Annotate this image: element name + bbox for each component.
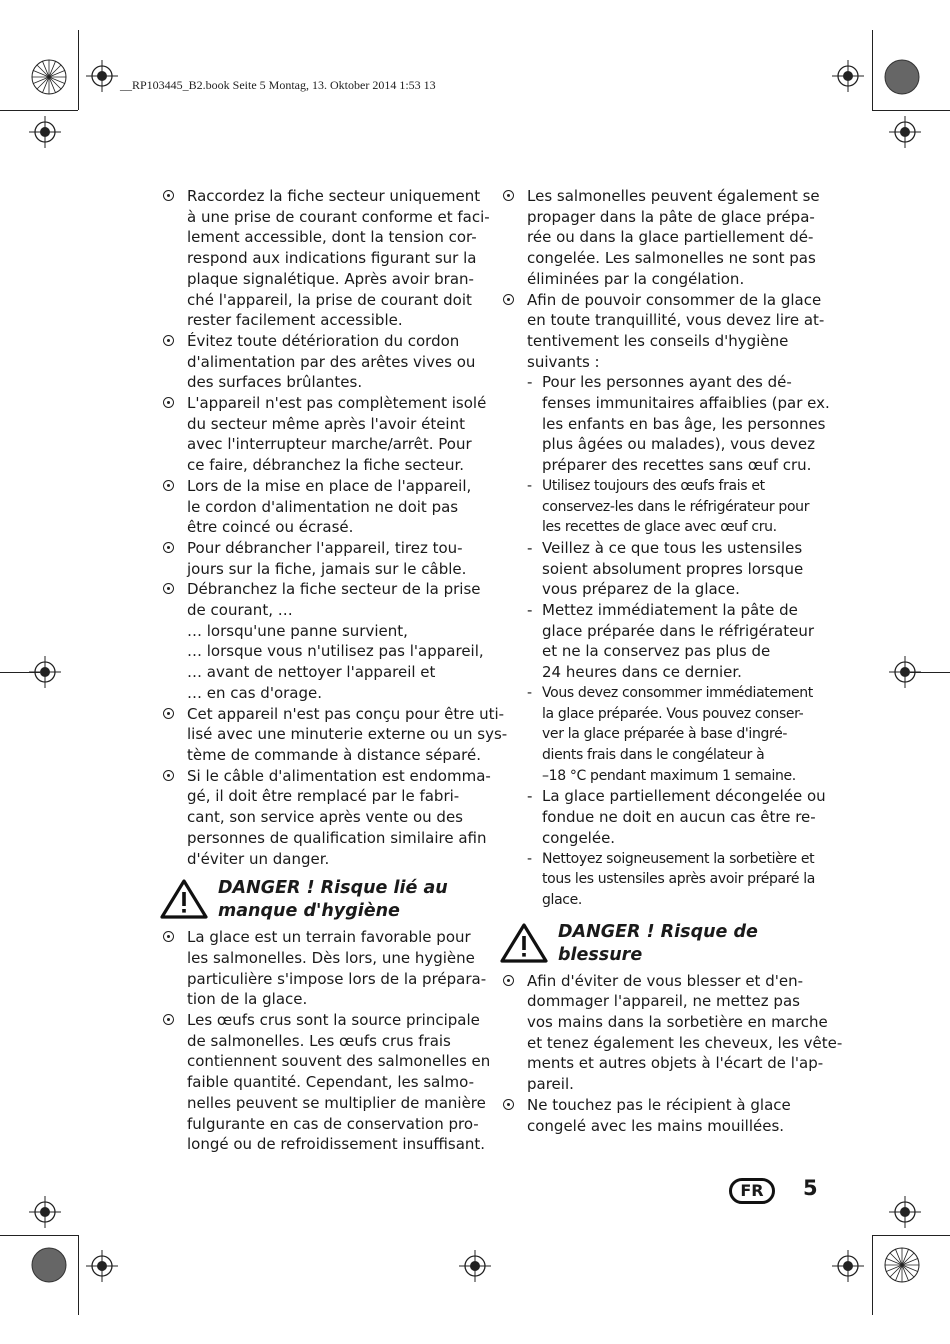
hygiene-advice-sublist [500,372,830,910]
text-line: Afin d'éviter de vous blesser et d'en- [527,971,803,990]
text-line: cant, son service après vente ou des [187,808,463,827]
text-line: personnes de qualification similaire afin [187,828,487,847]
text-line: avec l'interrupteur marche/arrêt. Pour [187,435,472,454]
text-line: tion de la glace. [187,990,308,1009]
text-line: les salmonelles. Dès lors, une hygiène [187,948,475,967]
text-line: Afin de pouvoir consommer de la glace [527,290,822,309]
bullet-item [160,538,480,579]
language-badge: FR [729,1178,775,1204]
dash-marker: - [527,538,533,557]
text-line: ments et autres objets à l'écart de l'ap- [527,1054,824,1073]
starburst-target-icon [30,58,68,96]
registration-mark-icon [889,116,921,148]
bullet-item [160,766,491,870]
text-line: Utilisez toujours des œufs frais et [542,477,765,494]
sub-item [500,786,826,848]
warning-triangle-icon [500,923,548,963]
text-line: jours sur la fiche, jamais sur le câble. [187,559,467,578]
text-line: du secteur même après l'avoir éteint [187,414,465,433]
registration-mark-icon [29,656,61,688]
registration-mark-icon [86,1250,118,1282]
text-line: tentivement les conseils d'hygiène [527,331,789,350]
circle-bullet-icon [503,294,514,305]
registration-mark-icon [889,1196,921,1228]
hygiene-list [160,927,491,1155]
starburst-target-icon [883,1246,921,1284]
text-line: congelé avec les mains mouillées. [527,1116,785,1135]
text-line: lisé avec une minuterie externe ou un sys- [187,725,508,744]
registration-mark-icon [889,656,921,688]
text-line: suivants : [527,352,600,371]
crop-mark [78,1235,79,1315]
text-line: Ne touchez pas le récipient à glace [527,1095,791,1114]
text-line: dients frais dans le congélateur à [542,746,765,763]
text-line: Vous devez consommer immédiatement [542,684,813,701]
danger-title-line: manque d'hygiène [218,901,400,922]
bullet-item [160,579,484,703]
registration-mark-icon [832,1250,864,1282]
bullet-item [160,331,480,393]
registration-mark-icon [29,1196,61,1228]
circle-bullet-icon [503,975,514,986]
text-line: longé ou de refroidissement insuffisant. [187,1135,486,1154]
circle-bullet-icon [163,1014,174,1025]
text-line: les recettes de glace avec œuf cru. [542,519,777,536]
text-line: la glace préparée. Vous pouvez conser- [542,705,804,722]
sub-item [500,372,830,476]
danger-title-line: DANGER ! Risque de [558,921,758,942]
crop-mark [0,110,78,111]
text-line: dommager l'appareil, ne mettez pas [527,992,800,1011]
text-line: soient absolument propres lorsque [542,559,804,578]
text-line: en toute tranquillité, vous devez lire at- [527,311,825,330]
sub-item [500,476,820,538]
text-line: … avant de nettoyer l'appareil et [187,663,436,682]
text-line: ché l'appareil, la prise de courant doit [187,290,472,309]
text-line: particulière s'impose lors de la prépara- [187,969,487,988]
text-line: Veillez à ce que tous les ustensiles [542,538,803,557]
text-line: Raccordez la fiche secteur uniquement [187,187,481,205]
hygiene-info-list [500,186,825,372]
text-line: glace. [542,891,583,908]
dash-marker: - [527,850,532,867]
text-line: La glace est un terrain favorable pour [187,928,471,947]
danger-title-line: DANGER ! Risque lié au [218,878,448,899]
text-line: Nettoyez soigneusement la sorbetière et [542,850,815,867]
text-line: congelée. [542,828,616,847]
text-line: rester facilement accessible. [187,311,403,330]
sub-item [500,538,820,600]
bullet-item [160,1010,491,1155]
bullet-item [160,393,487,476]
text-line: de salmonelles. Les œufs crus frais [187,1031,451,1050]
text-line: 24 heures dans ce dernier. [542,663,742,682]
circle-bullet-icon [503,1099,514,1110]
injury-danger-heading [500,921,820,969]
text-line: d'alimentation par des arêtes vives ou [187,352,476,371]
text-line: Pour les personnes ayant des dé- [542,373,792,392]
text-line: Mettez immédiatement la pâte de [542,601,798,620]
text-line: Débranchez la fiche secteur de la prise [187,580,481,599]
dash-marker: - [527,477,532,494]
text-line: lement accessible, dont la tension cor- [187,228,477,247]
circle-bullet-icon [503,190,514,201]
circle-bullet-icon [163,397,174,408]
text-line: nelles peuvent se multiplier de manière [187,1093,486,1112]
text-line: La glace partiellement décongelée ou [542,787,826,806]
bullet-item [500,971,843,1095]
registration-mark-icon [832,60,864,92]
circle-bullet-icon [163,770,174,781]
text-line: Pour débrancher l'appareil, tirez tou- [187,538,463,557]
bullet-item [160,476,480,538]
registration-mark-icon [86,60,118,92]
dash-marker: - [527,373,533,392]
text-line: plus âgées ou malades), vous devez [542,435,815,454]
text-line: le cordon d'alimentation ne doit pas [187,497,459,516]
crop-mark [872,110,950,111]
text-line: à une prise de courant conforme et faci- [187,207,490,226]
text-line: d'éviter un danger. [187,849,330,868]
text-line: gé, il doit être remplacé par le fabri- [187,787,460,806]
text-line: tème de commande à distance séparé. [187,745,481,764]
circle-bullet-icon [163,190,174,201]
circle-bullet-icon [163,583,174,594]
text-line: être coincé ou écrasé. [187,518,354,537]
text-line: vos mains dans la sorbetière en marche [527,1013,828,1032]
text-line: rée ou dans la glace partiellement dé- [527,228,814,247]
text-line: faible quantité. Cependant, les salmo- [187,1073,474,1092]
text-line: et tenez également les cheveux, les vête- [527,1033,843,1052]
bullet-item [160,186,490,331]
text-line: Évitez toute détérioration du cordon [187,331,460,350]
injury-list [500,971,843,1137]
text-line: propager dans la pâte de glace prépa- [527,207,815,226]
print-info-header: __RP103445_B2.book Seite 5 Montag, 13. Oktober 2014 1:53 13 [120,78,436,92]
text-line: –18 °C pendant maximum 1 semaine. [542,767,796,784]
text-line: vous préparez de la glace. [542,580,740,599]
sub-item [500,683,820,787]
bullet-item [160,704,508,766]
crop-mark [0,1235,78,1236]
circle-bullet-icon [163,931,174,942]
crop-mark [78,30,79,110]
text-line: congelée. Les salmonelles ne sont pas [527,249,816,268]
registration-mark-icon [459,1250,491,1282]
bullet-item [160,927,487,1010]
page-number: 5 [803,1176,818,1200]
text-line: fenses immunitaires affaiblies (par ex. [542,394,830,413]
text-line: tous les ustensiles après avoir préparé la [542,871,815,888]
text-line: conservez-les dans le réfrigérateur pour [542,498,810,515]
bullet-item [500,186,820,290]
dash-marker: - [527,601,533,620]
sub-item [500,600,820,683]
text-line: glace préparée dans le réfrigérateur [542,621,815,640]
bullet-item [500,1095,820,1136]
bullet-item [500,290,825,373]
text-line: respond aux indications figurant sur la [187,249,477,268]
circle-bullet-icon [163,335,174,346]
text-line: les enfants en bas âge, les personnes [542,414,826,433]
left-column [160,186,508,1155]
circle-bullet-icon [163,708,174,719]
crop-mark [872,1235,873,1315]
warning-triangle-icon [160,879,208,919]
text-line: des surfaces brûlantes. [187,373,363,392]
text-line: de courant, … [187,601,293,620]
text-line: plaque signalétique. Après avoir bran- [187,269,474,288]
text-line: et ne la conservez pas plus de [542,642,771,661]
gray-target-icon [30,1246,68,1284]
safety-instructions-list [160,186,508,869]
gray-target-icon [883,58,921,96]
crop-mark [872,1235,950,1236]
crop-mark [872,30,873,110]
dash-marker: - [527,787,533,806]
registration-mark-icon [29,116,61,148]
text-line: fondue ne doit en aucun cas être re- [542,808,816,827]
text-line: éliminées par la congélation. [527,269,745,288]
hygiene-danger-heading [160,877,480,925]
right-column [500,186,843,1136]
text-line: Si le câble d'alimentation est endomma- [187,766,491,785]
text-line: L'appareil n'est pas complètement isolé [187,394,487,413]
text-line: … en cas d'orage. [187,683,322,702]
text-line: préparer des recettes sans œuf cru. [542,456,812,475]
danger-title-line: blessure [558,944,643,965]
text-line: Les œufs crus sont la source principale [187,1011,480,1030]
text-line: fulgurante en cas de conservation pro- [187,1114,479,1133]
text-line: ver la glace préparée à base d'ingré- [542,726,788,743]
text-line: Les salmonelles peuvent également se [527,187,820,205]
text-line: ce faire, débranchez la fiche secteur. [187,456,465,475]
text-line: pareil. [527,1075,574,1094]
text-line: contiennent souvent des salmonelles en [187,1052,491,1071]
sub-item [500,849,820,911]
text-line: … lorsque vous n'utilisez pas l'appareil, [187,642,484,661]
circle-bullet-icon [163,480,174,491]
text-line: Lors de la mise en place de l'appareil, [187,476,472,495]
circle-bullet-icon [163,542,174,553]
dash-marker: - [527,684,532,701]
text-line: Cet appareil n'est pas conçu pour être uti- [187,704,505,723]
text-line: … lorsqu'une panne survient, [187,621,408,640]
